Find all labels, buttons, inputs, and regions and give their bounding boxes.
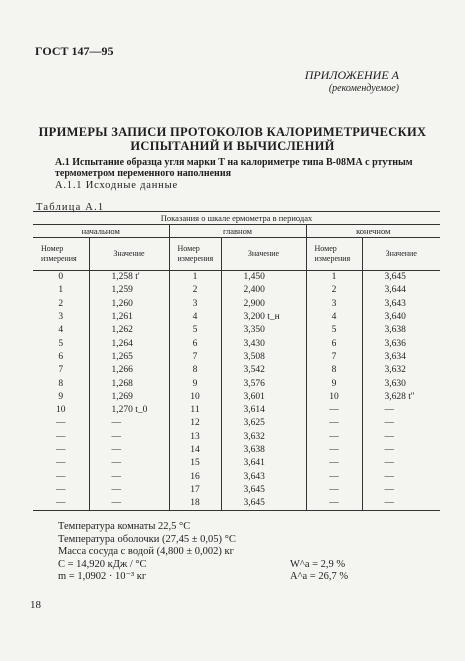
subsection-heading: А.1.1 Исходные данные: [55, 180, 178, 191]
table-cell-value: 1,262: [89, 324, 169, 337]
table-cell-number: 9: [58, 391, 64, 402]
table-row: [33, 271, 440, 285]
table-cell-value: —: [89, 470, 169, 483]
table-cell-value: —: [362, 470, 440, 483]
table-cell-number: 6: [58, 351, 64, 362]
note-c-value: C = 14,920 кДж / °С: [58, 558, 147, 570]
table-cell-number: 3: [169, 298, 221, 311]
table-cell-value: —: [362, 484, 440, 497]
table-cell-value: 3,636: [362, 337, 440, 350]
table-cell-value: 3,601: [221, 391, 306, 404]
table-cell-number: 3: [306, 298, 362, 311]
table-cell-value: —: [362, 417, 440, 430]
section-heading-line-2: термометром переменного наполнения: [55, 168, 231, 179]
table-cell-value: 3,200 t_н: [221, 311, 306, 324]
table-row: [33, 298, 440, 311]
table-cell-value: 3,632: [221, 431, 306, 444]
table-row: [33, 470, 440, 483]
table-cell-number: 5: [169, 324, 221, 337]
table-row: [33, 484, 440, 497]
standard-number: ГОСТ 147—95: [35, 44, 114, 58]
table-cell-value: —: [89, 431, 169, 444]
col-number-header: Номер измерения: [306, 238, 362, 271]
table-cell-number: 2: [58, 298, 64, 309]
table-cell-value: 3,430: [221, 337, 306, 350]
table-cell-number: 3: [58, 312, 64, 323]
table-cell-value: 3,644: [362, 284, 440, 297]
table-cell-value: —: [362, 404, 440, 417]
table-cell-number: 16: [169, 470, 221, 483]
table-cell-value: —: [89, 444, 169, 457]
table-cell-value: 3,632: [362, 364, 440, 377]
table-cell-value: 3,634: [362, 351, 440, 364]
table-cell-number: 4: [306, 311, 362, 324]
note-a-value: A^a = 26,7 %: [290, 571, 349, 582]
table-cell-number: 7: [169, 351, 221, 364]
table-cell-value: —: [89, 497, 169, 511]
table-cell-number: —: [306, 417, 362, 430]
table-cell-number: 15: [169, 457, 221, 470]
table-cell-number: —: [56, 418, 66, 429]
page-number: 18: [30, 599, 41, 611]
table-cell-value: 3,350: [221, 324, 306, 337]
table-body: [33, 271, 440, 511]
section-heading: [55, 157, 413, 179]
table-row: [33, 377, 440, 390]
table-cell-value: 1,450: [221, 271, 306, 285]
table-cell-value: —: [89, 457, 169, 470]
col-value-header: Значение: [221, 238, 306, 271]
main-title: [0, 125, 465, 153]
table-cell-number: —: [56, 458, 66, 469]
table-cell-number: 9: [169, 377, 221, 390]
table-cell-value: —: [362, 444, 440, 457]
table-cell-number: 14: [169, 444, 221, 457]
table-cell-value: 1,270 t_0: [89, 404, 169, 417]
table-cell-number: —: [306, 444, 362, 457]
table-row: [33, 324, 440, 337]
table-cell-value: 1,265: [89, 351, 169, 364]
table-cell-value: 2,900: [221, 298, 306, 311]
table-row: [33, 431, 440, 444]
table-cell-value: 1,261: [89, 311, 169, 324]
table-row: [33, 337, 440, 350]
table-cell-number: 17: [169, 484, 221, 497]
table-cell-value: —: [89, 484, 169, 497]
table-cell-number: 4: [169, 311, 221, 324]
col-number-header: Номер измерения: [33, 238, 89, 271]
table-row: [33, 497, 440, 511]
table-cell-value: 3,645: [221, 484, 306, 497]
table-row: [33, 364, 440, 377]
table-cell-value: 3,638: [221, 444, 306, 457]
note-vessel-mass: Масса сосуда с водой (4,800 ± 0,002) кг: [58, 546, 234, 557]
table-cell-number: 8: [58, 378, 64, 389]
table-cell-value: 3,643: [362, 298, 440, 311]
table-cell-value: 3,576: [221, 377, 306, 390]
table-row: [33, 284, 440, 297]
table-cell-number: —: [56, 445, 66, 455]
table-cell-number: 4: [58, 325, 64, 336]
table-cell-number: —: [306, 497, 362, 511]
main-title-line-1: ПРИМЕРЫ ЗАПИСИ ПРОТОКОЛОВ КАЛОРИМЕТРИЧЕСКИХ: [38, 125, 427, 139]
table-cell-number: —: [56, 471, 66, 482]
table-cell-value: 2,400: [221, 284, 306, 297]
table-cell-number: 13: [169, 431, 221, 444]
table-cell-value: 3,508: [221, 351, 306, 364]
table-cell-value: 1,258 t': [89, 271, 169, 285]
table-cell-number: 8: [306, 364, 362, 377]
table-cell-number: 10: [56, 405, 66, 416]
section-heading-line-1: А.1 Испытание образца угля марки Т на калориметре типа В-08МА с ртутным: [55, 157, 413, 168]
table-cell-number: —: [33, 497, 89, 511]
table-cell-number: 10: [306, 391, 362, 404]
measurement-table: [33, 211, 440, 511]
table-cell-number: 5: [306, 324, 362, 337]
table-cell-number: —: [306, 404, 362, 417]
note-m-value: m = 1,0902 · 10⁻³ кг: [58, 571, 147, 582]
table-cell-number: —: [306, 431, 362, 444]
table-cell-number: —: [306, 484, 362, 497]
table-caption: Таблица А.1: [36, 202, 105, 213]
table-cell-value: 3,625: [221, 417, 306, 430]
table-cell-number: —: [56, 431, 66, 442]
table-cell-number: 18: [169, 497, 221, 511]
appendix-heading: [305, 69, 399, 95]
table-cell-value: 3,628 t'': [362, 391, 440, 404]
period-main-header: главном: [169, 225, 306, 238]
notes-block: [58, 521, 349, 584]
table-cell-number: 1: [306, 271, 362, 285]
note-row-m: [58, 571, 349, 584]
col-value-header: Значение: [362, 238, 440, 271]
table-cell-value: 3,645: [362, 271, 440, 285]
table-cell-number: 1: [169, 271, 221, 285]
table-cell-number: 8: [169, 364, 221, 377]
appendix-title: ПРИЛОЖЕНИЕ А: [304, 68, 399, 82]
table-row: [33, 457, 440, 470]
table-cell-value: 1,260: [89, 298, 169, 311]
table-cell-number: 7: [58, 365, 64, 376]
table-row: [33, 351, 440, 364]
table-cell-number: 2: [306, 284, 362, 297]
table-cell-number: 6: [169, 337, 221, 350]
period-initial-header: начальном: [33, 225, 169, 238]
table-cell-value: 3,645: [221, 497, 306, 511]
table-row: [33, 311, 440, 324]
table-cell-value: —: [362, 431, 440, 444]
table-cell-value: 1,259: [89, 284, 169, 297]
table-cell-value: —: [89, 417, 169, 430]
table-cell-value: 3,630: [362, 377, 440, 390]
note-shell-temperature: Температура оболочки (27,45 ± 0,05) °С: [58, 533, 236, 545]
table-row: [33, 404, 440, 417]
table-cell-value: 1,268: [89, 377, 169, 390]
note-row-c: [58, 558, 346, 572]
table-cell-number: —: [56, 484, 66, 495]
table-row: [33, 391, 440, 404]
table-cell-number: 12: [169, 417, 221, 430]
table-cell-number: 0: [58, 272, 64, 283]
table-cell-number: 2: [169, 284, 221, 297]
period-final-header: конечном: [306, 225, 440, 238]
table-cell-number: 7: [306, 351, 362, 364]
table-cell-value: 1,269: [89, 391, 169, 404]
table-cell-number: —: [306, 470, 362, 483]
note-w-value: W^a = 2,9 %: [290, 558, 346, 570]
table-cell-value: 3,640: [362, 311, 440, 324]
table-cell-number: 11: [169, 404, 221, 417]
table-cell-number: 5: [58, 338, 64, 349]
table-cell-value: 1,266: [89, 364, 169, 377]
table-row: [33, 417, 440, 430]
table-cell-number: 10: [169, 391, 221, 404]
table-cell-value: 1,264: [89, 337, 169, 350]
table-top-header: Показания о шкале ермометра в периодах: [33, 212, 440, 225]
col-number-header: Номер измерения: [169, 238, 221, 271]
main-title-line-2: ИСПЫТАНИЙ И ВЫЧИСЛЕНИЙ: [130, 139, 335, 153]
table-cell-number: 1: [58, 285, 64, 296]
col-value-header: Значение: [89, 238, 169, 271]
table-cell-value: 3,643: [221, 470, 306, 483]
table-cell-value: 3,614: [221, 404, 306, 417]
appendix-note: (рекомендуемое): [328, 83, 399, 94]
table-cell-number: 9: [306, 377, 362, 390]
table-cell-value: 3,542: [221, 364, 306, 377]
table-cell-number: —: [306, 457, 362, 470]
table-cell-value: —: [362, 457, 440, 470]
note-room-temperature: Температура комнаты 22,5 °С: [58, 521, 191, 532]
table-cell-value: 3,638: [362, 324, 440, 337]
table-row: [33, 444, 440, 457]
table-cell-value: —: [362, 497, 440, 511]
table-cell-number: 6: [306, 337, 362, 350]
table-cell-value: 3,641: [221, 457, 306, 470]
